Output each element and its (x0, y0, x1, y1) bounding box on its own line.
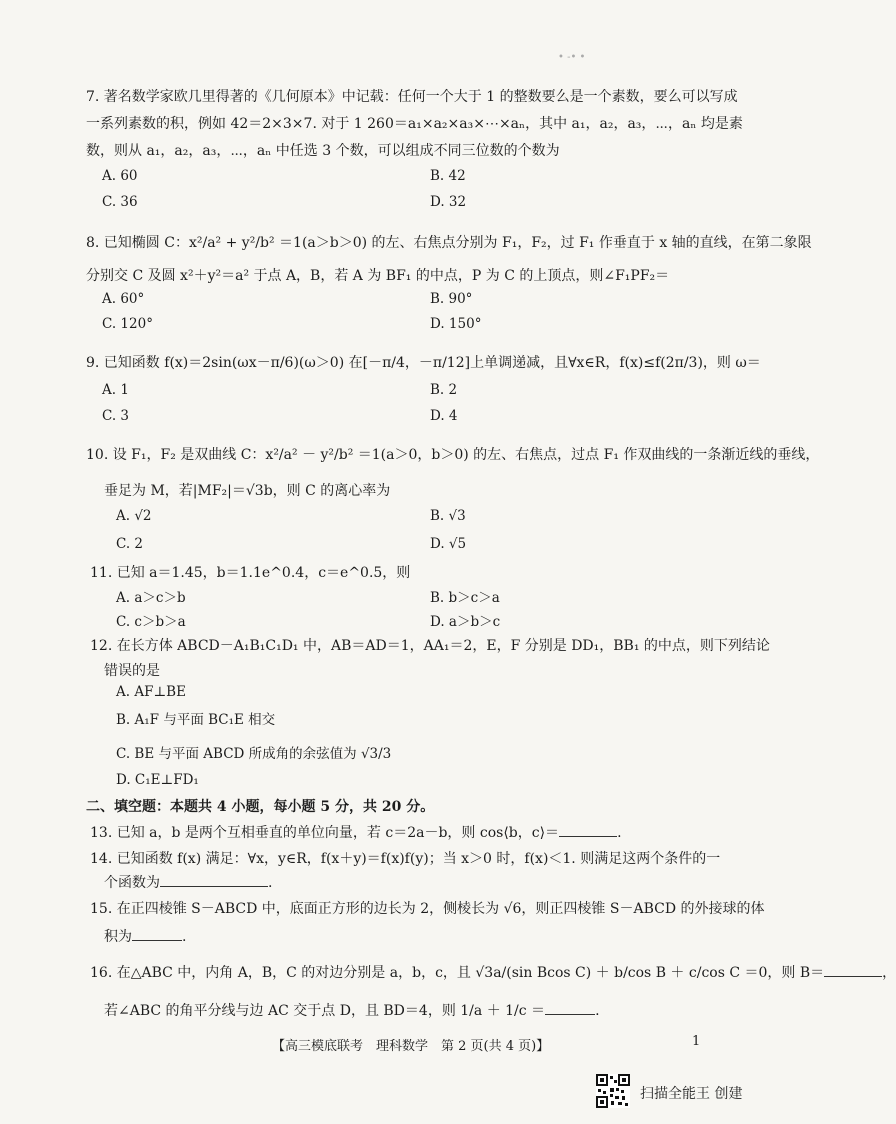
q11-option-d: D. a＞b＞c (430, 614, 501, 630)
q9-option-b: B. 2 (430, 382, 458, 398)
q10-option-a: A. √2 (116, 508, 152, 524)
q9-option-a: A. 1 (102, 382, 129, 398)
q10-line1: 10. 设 F₁，F₂ 是双曲线 C：x²/a² － y²/b² ＝1(a＞0，b＞0) 的左、右焦点，过点 F₁ 作双曲线的一条渐近线的垂线， (86, 447, 820, 463)
q7-option-a: A. 60 (102, 168, 138, 184)
q11-option-a: A. a＞c＞b (116, 590, 186, 606)
q14-line2: 个函数为 . (104, 872, 272, 892)
q7-line2: 一系列素数的积，例如 42＝2×3×7. 对于 1 260＝a₁×a₂×a₃×⋯×aₙ，其中 a₁，a₂，a₃，⋯，aₙ 均是素 (86, 116, 743, 132)
q14-blank (160, 872, 268, 887)
q11-option-c: C. c＞b＞a (116, 614, 186, 630)
page-footer: 【高三模底联考 理科数学 第 2 页(共 4 页)】 (272, 1039, 550, 1054)
q16-line1: 16. 在△ABC 中，内角 A，B，C 的对边分别是 a，b，c，且 √3a/(sin Bcos C) ＋ b/cos B ＋ c/cos C ＝0，则 B＝ ， (90, 962, 896, 982)
q9-option-c: C. 3 (102, 408, 130, 424)
q15-line1: 15. 在正四棱锥 S－ABCD 中，底面正方形的边长为 2，侧棱长为 √6，则正四棱锥 S－ABCD 的外接球的体 (90, 901, 765, 917)
q10-option-d: D. √5 (430, 536, 467, 552)
q8-option-c: C. 120° (102, 316, 153, 332)
q13-line: 13. 已知 a，b 是两个互相垂直的单位向量，若 c＝2a－b，则 cos⟨b，c⟩＝ . (90, 822, 622, 842)
q7-line3: 数，则从 a₁，a₂，a₃，⋯，aₙ 中任选 3 个数，可以组成不同三位数的个数为 (86, 143, 560, 159)
qr-code-icon (596, 1074, 630, 1108)
q16-line2: 若∠ABC 的角平分线与边 AC 交于点 D，且 BD＝4，则 1/a ＋ 1/c ＝ . (104, 1000, 600, 1020)
q7-option-c: C. 36 (102, 194, 138, 210)
q15-line2: 积为 . (104, 926, 186, 946)
q12-option-c: C. BE 与平面 ABCD 所成角的余弦值为 √3/3 (116, 746, 392, 762)
q7-line1: 7. 著名数学家欧几里得著的《几何原本》中记载：任何一个大于 1 的整数要么是一个素数，要么可以写成 (86, 89, 738, 105)
q9-option-d: D. 4 (430, 408, 458, 424)
scan-mark: • -• • (558, 52, 586, 63)
q8-option-b: B. 90° (430, 291, 473, 307)
section-fill-in-heading: 二、填空题：本题共 4 小题，每小题 5 分，共 20 分。 (86, 799, 435, 815)
q10-line2: 垂足为 M，若|MF₂|＝√3b，则 C 的离心率为 (104, 483, 391, 499)
q8-line1: 8. 已知椭圆 C：x²/a² + y²/b² ＝1(a＞b＞0) 的左、右焦点分别为 F₁，F₂，过 F₁ 作垂直于 x 轴的直线，在第二象限 (86, 235, 812, 251)
q12-line1: 12. 在长方体 ABCD－A₁B₁C₁D₁ 中，AB＝AD＝1，AA₁＝2，E，F 分别是 DD₁，BB₁ 的中点，则下列结论 (90, 638, 770, 654)
q10-option-c: C. 2 (116, 536, 144, 552)
q12-line2: 错误的是 (104, 663, 160, 679)
q10-option-b: B. √3 (430, 508, 466, 524)
q8-option-a: A. 60° (102, 291, 145, 307)
q15-text: 积为 (104, 929, 132, 945)
q8-line2: 分别交 C 及圆 x²＋y²＝a² 于点 A，B，若 A 为 BF₁ 的中点，P 为 C 的上顶点，则∠F₁PF₂＝ (86, 268, 670, 284)
q12-option-d: D. C₁E⊥FD₁ (116, 772, 199, 788)
q11-option-b: B. b＞c＞a (430, 590, 500, 606)
q11-line1: 11. 已知 a＝1.45，b＝1.1e^0.4，c＝e^0.5，则 (90, 565, 411, 581)
q7-option-d: D. 32 (430, 194, 467, 210)
scanner-brand: 扫描全能王 创建 (640, 1086, 743, 1102)
q9-line1: 9. 已知函数 f(x)＝2sin(ωx－π/6)(ω＞0) 在[－π/4，－π/12]上单调递减，且∀x∈R，f(x)≤f(2π/3)，则 ω＝ (86, 355, 761, 371)
q14-text: 个函数为 (104, 875, 160, 891)
q7-option-b: B. 42 (430, 168, 466, 184)
q14-line1: 14. 已知函数 f(x) 满足：∀x，y∈R，f(x＋y)＝f(x)f(y)；当 x＞0 时，f(x)＜1. 则满足这两个条件的一 (90, 851, 721, 867)
q15-blank (132, 926, 182, 941)
q16-blank1 (824, 962, 882, 977)
q13-text: 13. 已知 a，b 是两个互相垂直的单位向量，若 c＝2a－b，则 cos⟨b，c⟩＝ (90, 825, 560, 841)
q13-blank (559, 822, 617, 837)
q12-option-a: A. AF⊥BE (116, 684, 186, 700)
q8-option-d: D. 150° (430, 316, 482, 332)
q16-text2: 若∠ABC 的角平分线与边 AC 交于点 D，且 BD＝4，则 1/a ＋ 1/c ＝ (104, 1003, 546, 1019)
q12-option-b: B. A₁F 与平面 BC₁E 相交 (116, 712, 276, 728)
page-number: 1 (692, 1034, 701, 1049)
q16-text1: 16. 在△ABC 中，内角 A，B，C 的对边分别是 a，b，c，且 √3a/(sin Bcos C) ＋ b/cos B ＋ c/cos C ＝0，则 B＝ (90, 965, 825, 981)
q16-blank2 (545, 1000, 595, 1015)
